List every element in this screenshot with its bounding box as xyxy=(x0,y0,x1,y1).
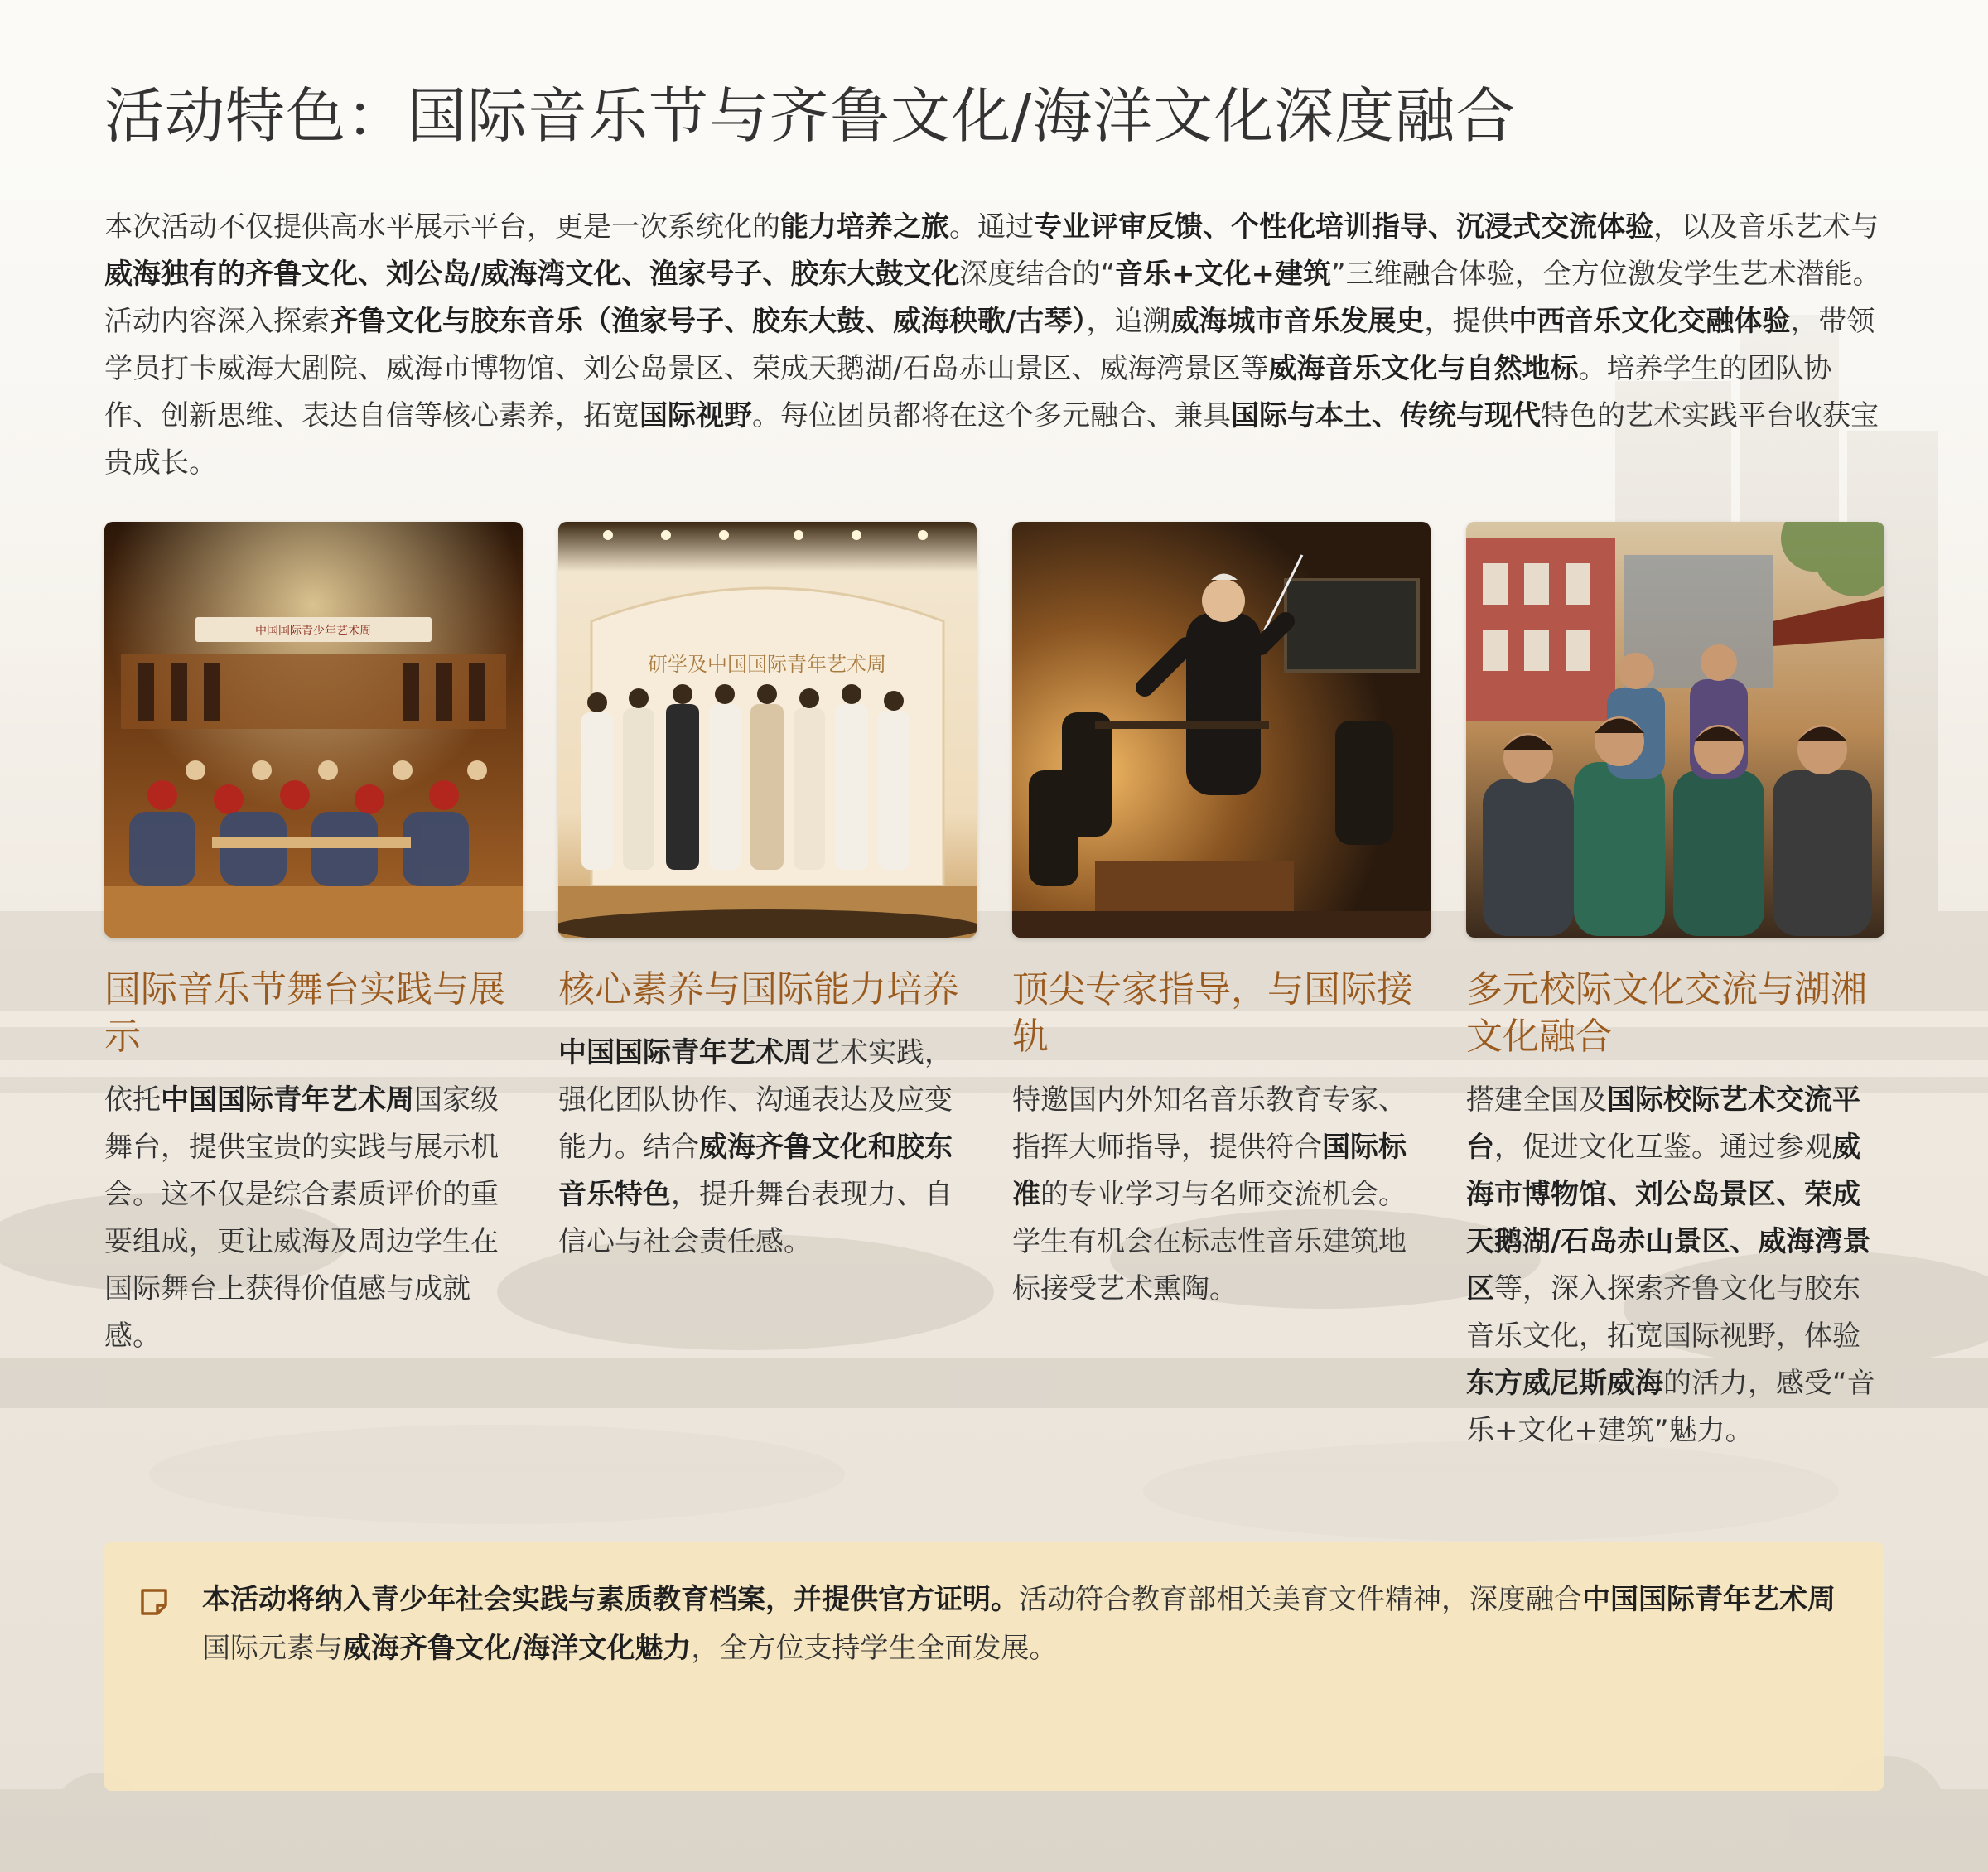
text-segment: 等，深入探索齐鲁文化与胶东音乐文化，拓宽国际视野，体验 xyxy=(1466,1272,1860,1353)
conductor-photo xyxy=(1012,522,1431,938)
text-segment: ，提供 xyxy=(1424,305,1509,338)
card-text xyxy=(104,1077,523,1360)
text-segment: ，带领学员打卡威海大剧院、威海市博物馆、刘公岛景区、荣成天鹅湖/石岛赤山景区、威海湾景区等 xyxy=(104,305,1875,385)
concert-hall-photo xyxy=(104,522,523,938)
bold-text: 威海齐鲁文化和胶东音乐特色 xyxy=(558,1131,953,1211)
text-segment: 。通过 xyxy=(949,210,1034,244)
text-segment: ，以及音乐艺术与 xyxy=(1653,210,1879,244)
card-title: 多元校际文化交流与湖湘文化融合 xyxy=(1466,968,1867,1058)
bold-text: 国际视野 xyxy=(639,399,752,432)
text-segment: 特邀国内外知名音乐教育专家、指挥大师指导，提供符合 xyxy=(1012,1083,1407,1164)
bold-text: 本活动将纳入青少年社会实践与素质教育档案，并提供官方证明。 xyxy=(202,1583,1019,1616)
bold-text: 中西音乐文化交融体验 xyxy=(1508,305,1791,338)
bold-text: 东方威尼斯威海 xyxy=(1466,1367,1663,1400)
page-title: 活动特色：国际音乐节与齐鲁文化/海洋文化深度融合 xyxy=(104,81,1517,151)
feature-card-exchange xyxy=(1466,522,1884,1455)
stage-group-photo xyxy=(558,522,977,938)
card-title: 国际音乐节舞台实践与展示 xyxy=(104,968,505,1058)
text-segment: 依托 xyxy=(104,1083,161,1117)
text-segment: 的活力，感受“音乐+文化+建筑”魅力。 xyxy=(1466,1367,1875,1447)
bold-text: 威海城市音乐发展史 xyxy=(1170,305,1425,338)
text-segment: 艺术实践，强化团队协作、沟通表达及应变能力。结合 xyxy=(558,1036,953,1164)
text-segment: 国际元素与 xyxy=(202,1632,343,1665)
notice-text xyxy=(202,1575,1850,1673)
students-exchange-photo xyxy=(1466,522,1884,938)
note-icon xyxy=(138,1585,171,1619)
bold-text: 威海齐鲁文化/海洋文化魅力 xyxy=(343,1632,692,1665)
bold-text: 国际与本土、传统与现代 xyxy=(1231,399,1541,432)
bold-text: 威海市博物馆、刘公岛景区、荣成天鹅湖/石岛赤山景区、威海湾景区 xyxy=(1466,1131,1871,1305)
bold-text: 国际校际艺术交流平台 xyxy=(1466,1083,1860,1164)
text-segment: ，提升舞台表现力、自信心与社会责任感。 xyxy=(558,1178,953,1258)
notice-box xyxy=(104,1542,1884,1791)
text-segment: ，促进文化互鉴。通过参观 xyxy=(1494,1131,1832,1164)
card-text xyxy=(558,1030,977,1266)
text-segment: 的专业学习与名师交流机会。学生有机会在标志性音乐建筑地标接受艺术熏陶。 xyxy=(1012,1178,1407,1305)
text-segment: ，追溯 xyxy=(1086,305,1171,338)
feature-card-stage xyxy=(104,522,523,1360)
card-text xyxy=(1466,1077,1884,1455)
text-segment: 国家级舞台，提供宝贵的实践与展示机会。这不仅是综合素质评价的重要组成，更让威海及周边学生在国际舞台上获得价值感与成就感。 xyxy=(104,1083,499,1353)
text-segment: 本次活动不仅提供高水平展示平台，更是一次系统化的 xyxy=(104,210,780,244)
bold-text: 中国国际青年艺术周 xyxy=(1582,1583,1836,1616)
bold-text: 中国国际青年艺术周 xyxy=(161,1083,414,1117)
bold-text: 国际标准 xyxy=(1012,1131,1407,1211)
card-text xyxy=(1012,1077,1431,1313)
text-segment: 特色的艺术实践平台收获宝贵成长。 xyxy=(104,399,1879,480)
text-segment: 搭建全国及 xyxy=(1466,1083,1607,1117)
banner-text: 中国国际青少年艺术周 xyxy=(255,625,371,638)
card-title: 核心素养与国际能力培养 xyxy=(558,968,959,1011)
bold-text: 齐鲁文化与胶东音乐（渔家号子、胶东大鼓、威海秧歌/古琴） xyxy=(330,305,1087,338)
bold-text: 威海独有的齐鲁文化、刘公岛/威海湾文化、渔家号子、胶东大鼓文化 xyxy=(104,258,960,291)
text-segment: 活动符合教育部相关美育文件精神，深度融合 xyxy=(1019,1583,1582,1616)
bold-text: 中国国际青年艺术周 xyxy=(558,1036,812,1069)
bold-text: 专业评审反馈、个性化培训指导、沉浸式交流体验 xyxy=(1034,210,1653,244)
text-segment: 深度结合的“ xyxy=(959,258,1116,291)
card-title: 顶尖专家指导，与国际接轨 xyxy=(1012,968,1413,1058)
stage-backdrop-text: 研学及中国国际青年艺术周 xyxy=(648,653,886,676)
feature-card-core-skills xyxy=(558,522,977,1266)
bold-text: 威海音乐文化与自然地标 xyxy=(1268,352,1579,385)
text-segment: 。培养学生的团队协作、创新思维、表达自信等核心素养，拓宽 xyxy=(104,352,1832,432)
text-segment: ”三维融合体验，全方位激发学生艺术潜能。活动内容深入探索 xyxy=(104,258,1881,338)
intro-paragraph xyxy=(104,204,1885,487)
text-segment: 。每位团员都将在这个多元融合、兼具 xyxy=(752,399,1231,432)
bold-text: 音乐+文化+建筑 xyxy=(1115,258,1332,291)
text-segment: ，全方位支持学生全面发展。 xyxy=(691,1632,1058,1665)
bold-text: 能力培养之旅 xyxy=(780,210,949,244)
feature-card-expert xyxy=(1012,522,1431,1313)
